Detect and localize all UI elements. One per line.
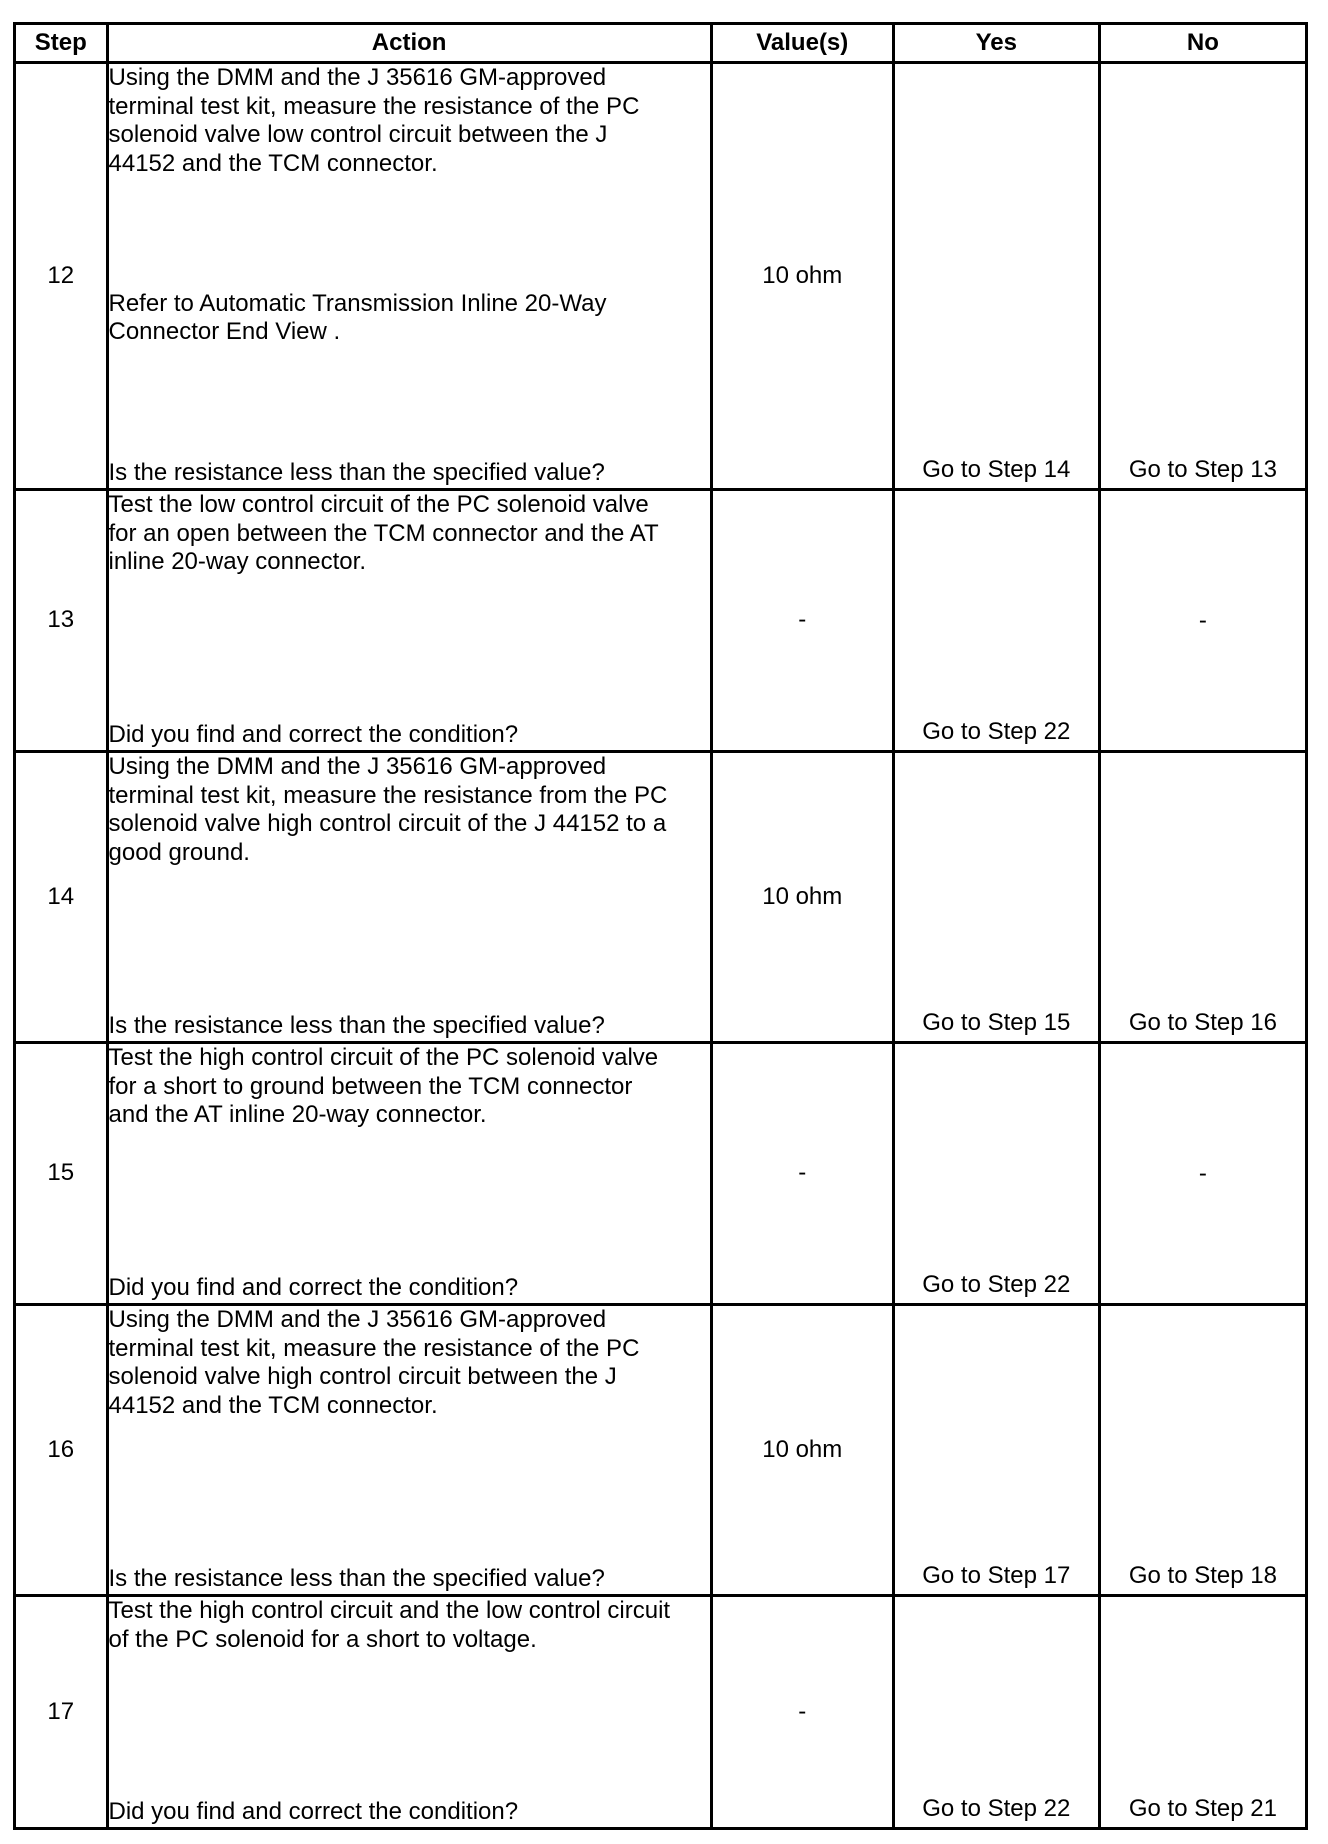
action-cell xyxy=(107,1596,711,1829)
table-row xyxy=(15,490,1307,752)
action-text: Using the DMM and the J 35616 GM-approved terminal test kit, measure the resistance from the PC solenoid valve high control circuit of the J 44152 to a good ground. xyxy=(108,753,668,866)
header-yes: Yes xyxy=(893,24,1099,63)
no-cell xyxy=(1099,1596,1306,1829)
header-no: No xyxy=(1099,24,1306,63)
yes-cell xyxy=(893,1596,1099,1829)
yes-cell xyxy=(893,63,1099,490)
yes-result: Go to Step 22 xyxy=(922,1794,1071,1822)
step-number: 12 xyxy=(15,63,108,490)
action-cell xyxy=(107,1305,711,1596)
action-text: Using the DMM and the J 35616 GM-approved terminal test kit, measure the resistance of the PC solenoid valve low control circuit between the J 44152 and the TCM connector. xyxy=(108,64,640,177)
value-cell: 10 ohm xyxy=(711,1305,893,1596)
header-row xyxy=(15,24,1307,63)
value-cell: 10 ohm xyxy=(711,752,893,1043)
value-cell: - xyxy=(711,1043,893,1305)
no-cell xyxy=(1099,1043,1306,1305)
yes-result: Go to Step 15 xyxy=(922,1008,1071,1036)
no-result: Go to Step 16 xyxy=(1128,1008,1277,1036)
action-cell xyxy=(107,63,711,490)
yes-cell xyxy=(893,490,1099,752)
no-cell xyxy=(1099,490,1306,752)
action-cell xyxy=(107,490,711,752)
yes-cell xyxy=(893,1305,1099,1596)
value-cell: - xyxy=(711,490,893,752)
diagnostic-table xyxy=(13,22,1308,1830)
table-row xyxy=(15,1305,1307,1596)
header-values: Value(s) xyxy=(711,24,893,63)
yes-cell xyxy=(893,752,1099,1043)
step-number: 14 xyxy=(15,752,108,1043)
step-number: 17 xyxy=(15,1596,108,1829)
table-row xyxy=(15,63,1307,490)
yes-result: Go to Step 14 xyxy=(922,455,1071,483)
action-cell xyxy=(107,752,711,1043)
yes-result: Go to Step 22 xyxy=(922,1270,1071,1298)
action-question: Did you find and correct the condition? xyxy=(108,720,519,748)
action-reference: Refer to Automatic Transmission Inline 20-Way Connector End View . xyxy=(108,289,607,346)
step-number: 16 xyxy=(15,1305,108,1596)
action-question: Is the resistance less than the specified value? xyxy=(108,1564,605,1592)
action-text: Test the high control circuit and the low control circuit of the PC solenoid for a short to voltage. xyxy=(108,1597,671,1653)
no-cell xyxy=(1099,752,1306,1043)
yes-result: Go to Step 17 xyxy=(922,1561,1071,1589)
header-step: Step xyxy=(15,24,108,63)
step-number: 15 xyxy=(15,1043,108,1305)
action-text: Test the high control circuit of the PC solenoid valve for a short to ground between the TCM connector and the AT inline 20-way connector. xyxy=(108,1044,659,1128)
step-number: 13 xyxy=(15,490,108,752)
no-dash: - xyxy=(1198,1159,1207,1187)
no-result: Go to Step 21 xyxy=(1128,1794,1277,1822)
no-result: Go to Step 13 xyxy=(1128,455,1277,483)
value-cell: 10 ohm xyxy=(711,63,893,490)
table-row xyxy=(15,1596,1307,1829)
action-question: Did you find and correct the condition? xyxy=(108,1273,519,1301)
table-row xyxy=(15,752,1307,1043)
action-question: Is the resistance less than the specified value? xyxy=(108,458,605,486)
action-question: Did you find and correct the condition? xyxy=(108,1797,519,1825)
action-question: Is the resistance less than the specified value? xyxy=(108,1011,605,1039)
action-cell xyxy=(107,1043,711,1305)
yes-result: Go to Step 22 xyxy=(922,717,1071,745)
no-cell xyxy=(1099,63,1306,490)
no-cell xyxy=(1099,1305,1306,1596)
value-cell: - xyxy=(711,1596,893,1829)
table-row xyxy=(15,1043,1307,1305)
yes-cell xyxy=(893,1043,1099,1305)
action-text: Test the low control circuit of the PC solenoid valve for an open between the TCM connector and the AT inline 20-way connector. xyxy=(108,491,659,575)
header-action: Action xyxy=(107,24,711,63)
no-dash: - xyxy=(1198,606,1207,634)
no-result: Go to Step 18 xyxy=(1128,1561,1277,1589)
action-text: Using the DMM and the J 35616 GM-approved terminal test kit, measure the resistance of the PC solenoid valve high control circuit between the J 44152 and the TCM connector. xyxy=(108,1306,640,1419)
